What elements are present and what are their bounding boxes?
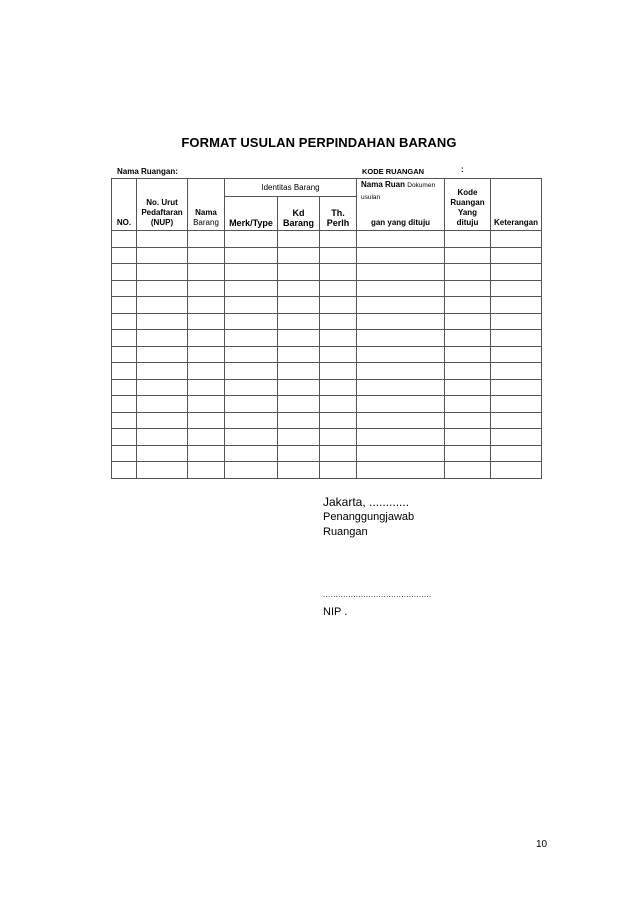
table-row [112, 379, 542, 396]
col-header-nama-line2: Barang [193, 218, 219, 227]
table-cell [491, 445, 542, 462]
table-cell [445, 396, 491, 413]
kode-ruangan-label: KODE RUANGAN [362, 167, 425, 176]
table-cell [357, 396, 445, 413]
table-row [112, 462, 542, 479]
table-cell [137, 313, 188, 330]
table-cell [491, 231, 542, 248]
table-cell [445, 297, 491, 314]
col-header-kode-line4: dituju [456, 218, 479, 227]
col-header-nama-line1: Nama [195, 208, 217, 217]
table-cell [491, 280, 542, 297]
table-cell [278, 363, 320, 380]
table-cell [137, 379, 188, 396]
table-cell [112, 313, 137, 330]
table-cell [320, 297, 357, 314]
col-header-ruangan-top [361, 179, 435, 203]
table-cell [225, 313, 278, 330]
table-cell [491, 264, 542, 281]
table-cell [320, 231, 357, 248]
table-cell [137, 363, 188, 380]
table-cell [445, 379, 491, 396]
table-cell [357, 346, 445, 363]
page-number: 10 [536, 839, 548, 850]
table-cell [137, 330, 188, 347]
table-cell [278, 231, 320, 248]
table-cell [188, 379, 225, 396]
table-cell [137, 445, 188, 462]
col-header-ruangan-dituju [357, 179, 445, 231]
table-cell [137, 264, 188, 281]
col-header-nup-line3: (NUP) [150, 218, 174, 227]
table-cell [188, 313, 225, 330]
col-header-merk: Merk/Type [225, 197, 278, 231]
col-header-keterangan: Keterangan [491, 179, 542, 231]
signature-place-date: Jakarta, ............ [323, 495, 410, 509]
table-row [112, 247, 542, 264]
table-cell [445, 429, 491, 446]
table-cell [188, 346, 225, 363]
col-header-ruang-part1: Nama Ruan [361, 180, 406, 189]
table-cell [278, 297, 320, 314]
table-cell [188, 396, 225, 413]
table-cell [320, 346, 357, 363]
col-header-kd-barang [278, 197, 320, 231]
table-cell [112, 396, 137, 413]
table-cell [112, 429, 137, 446]
table-cell [357, 231, 445, 248]
col-header-nup-line2: Pedaftaran [141, 208, 183, 217]
table-cell [225, 330, 278, 347]
table-cell [357, 379, 445, 396]
table-cell [491, 346, 542, 363]
table-cell [357, 363, 445, 380]
nama-ruangan-label: Nama Ruangan: [117, 167, 178, 176]
col-header-nup-line1: No. Urut [146, 198, 178, 207]
table-cell [225, 231, 278, 248]
table-cell [137, 346, 188, 363]
table-cell [112, 297, 137, 314]
col-header-ruang-part2: gan yang dituju [370, 218, 431, 227]
table-cell [357, 462, 445, 479]
table-cell [112, 363, 137, 380]
table-cell [320, 396, 357, 413]
table-cell [225, 280, 278, 297]
table-cell [320, 264, 357, 281]
col-header-no: NO. [112, 179, 137, 231]
table-row [112, 231, 542, 248]
table-cell [320, 313, 357, 330]
table-cell [137, 297, 188, 314]
col-header-kd-line2: Barang [282, 218, 314, 228]
table-cell [278, 396, 320, 413]
table-cell [357, 264, 445, 281]
table-cell [320, 247, 357, 264]
table-cell [225, 379, 278, 396]
table-cell [188, 330, 225, 347]
table-row [112, 412, 542, 429]
col-header-kode-line1: Kode [457, 188, 478, 197]
table-row [112, 313, 542, 330]
table-cell [491, 330, 542, 347]
table-cell [225, 363, 278, 380]
table-cell [278, 445, 320, 462]
table-cell [445, 264, 491, 281]
table-cell [278, 462, 320, 479]
table-cell [137, 231, 188, 248]
col-header-kd-line1: Kd [292, 208, 305, 218]
table-body [112, 231, 542, 479]
table-cell [188, 429, 225, 446]
table-cell [445, 247, 491, 264]
table-cell [357, 313, 445, 330]
table-cell [320, 280, 357, 297]
table-cell [278, 346, 320, 363]
col-header-nup [137, 179, 188, 231]
table-cell [112, 330, 137, 347]
table-cell [445, 231, 491, 248]
table-cell [320, 379, 357, 396]
table-cell [320, 330, 357, 347]
table-cell [112, 462, 137, 479]
col-header-kode-ruangan [445, 179, 491, 231]
table-cell [112, 445, 137, 462]
col-header-th-line2: Perlh [326, 218, 350, 228]
table-cell [357, 247, 445, 264]
table-row [112, 445, 542, 462]
table-cell [278, 330, 320, 347]
table-cell [320, 412, 357, 429]
table-row [112, 297, 542, 314]
table-cell [225, 396, 278, 413]
table-cell [491, 363, 542, 380]
table-cell [357, 280, 445, 297]
table-cell [225, 247, 278, 264]
signature-nip: NIP . [323, 606, 348, 618]
table-cell [188, 445, 225, 462]
table-cell [188, 363, 225, 380]
table-cell [278, 313, 320, 330]
col-header-nama-barang [188, 179, 225, 231]
table-cell [320, 363, 357, 380]
table-cell [278, 412, 320, 429]
table-cell [357, 445, 445, 462]
col-header-kode-line2: Ruangan [450, 198, 485, 207]
table-cell [445, 313, 491, 330]
table-cell [112, 231, 137, 248]
table-cell [188, 247, 225, 264]
table-cell [225, 445, 278, 462]
table-cell [278, 247, 320, 264]
table-cell [188, 231, 225, 248]
signature-role-line1: Penanggungjawab [323, 511, 415, 523]
col-header-identitas-barang: Identitas Barang [225, 179, 357, 197]
table-row [112, 396, 542, 413]
signature-role-line2: Ruangan [323, 526, 368, 538]
table-cell [225, 264, 278, 281]
table-cell [137, 429, 188, 446]
table-cell [445, 445, 491, 462]
table-cell [225, 429, 278, 446]
col-header-th-line1: Th. [331, 208, 345, 218]
table-cell [357, 429, 445, 446]
col-header-dok-part1: Dokumen [407, 182, 436, 189]
table-cell [357, 412, 445, 429]
table-row [112, 330, 542, 347]
signature-dots: ........................................... [323, 590, 432, 599]
kode-ruangan-colon: : [461, 165, 464, 174]
table-cell [188, 264, 225, 281]
table-row [112, 429, 542, 446]
table-cell [491, 379, 542, 396]
table-cell [137, 396, 188, 413]
table-cell [112, 346, 137, 363]
table-cell [112, 247, 137, 264]
table-cell [445, 330, 491, 347]
table-cell [320, 462, 357, 479]
table-cell [445, 363, 491, 380]
table-cell [357, 297, 445, 314]
table-cell [491, 247, 542, 264]
table-cell [112, 412, 137, 429]
table-cell [112, 379, 137, 396]
table-cell [491, 429, 542, 446]
table-cell [137, 280, 188, 297]
table-row [112, 363, 542, 380]
table-cell [491, 313, 542, 330]
table-cell [225, 412, 278, 429]
table-cell [112, 280, 137, 297]
table-cell [278, 429, 320, 446]
table-cell [137, 247, 188, 264]
table-header-row-1 [112, 179, 542, 197]
table-cell [445, 346, 491, 363]
col-header-th-perlh [320, 197, 357, 231]
table-cell [320, 429, 357, 446]
table-cell [491, 297, 542, 314]
table-row [112, 280, 542, 297]
document-title: FORMAT USULAN PERPINDAHAN BARANG [181, 135, 457, 150]
table-cell [225, 346, 278, 363]
col-header-kode-line3: Yang [457, 208, 478, 217]
table-cell [188, 462, 225, 479]
table-cell [137, 462, 188, 479]
table-cell [445, 462, 491, 479]
table-cell [320, 445, 357, 462]
table-cell [278, 264, 320, 281]
table-cell [445, 280, 491, 297]
transfer-table [111, 178, 542, 479]
table-cell [445, 412, 491, 429]
table-cell [112, 264, 137, 281]
table-cell [137, 412, 188, 429]
table-cell [188, 280, 225, 297]
table-row [112, 264, 542, 281]
table-cell [188, 297, 225, 314]
table-cell [188, 412, 225, 429]
col-header-dok-part2: usulan [361, 194, 381, 201]
signature-block [323, 495, 414, 540]
table-cell [357, 330, 445, 347]
table-cell [225, 462, 278, 479]
table-cell [225, 297, 278, 314]
table-cell [491, 412, 542, 429]
table-row [112, 346, 542, 363]
table-cell [278, 280, 320, 297]
table-cell [491, 396, 542, 413]
table-cell [491, 462, 542, 479]
table-cell [278, 379, 320, 396]
